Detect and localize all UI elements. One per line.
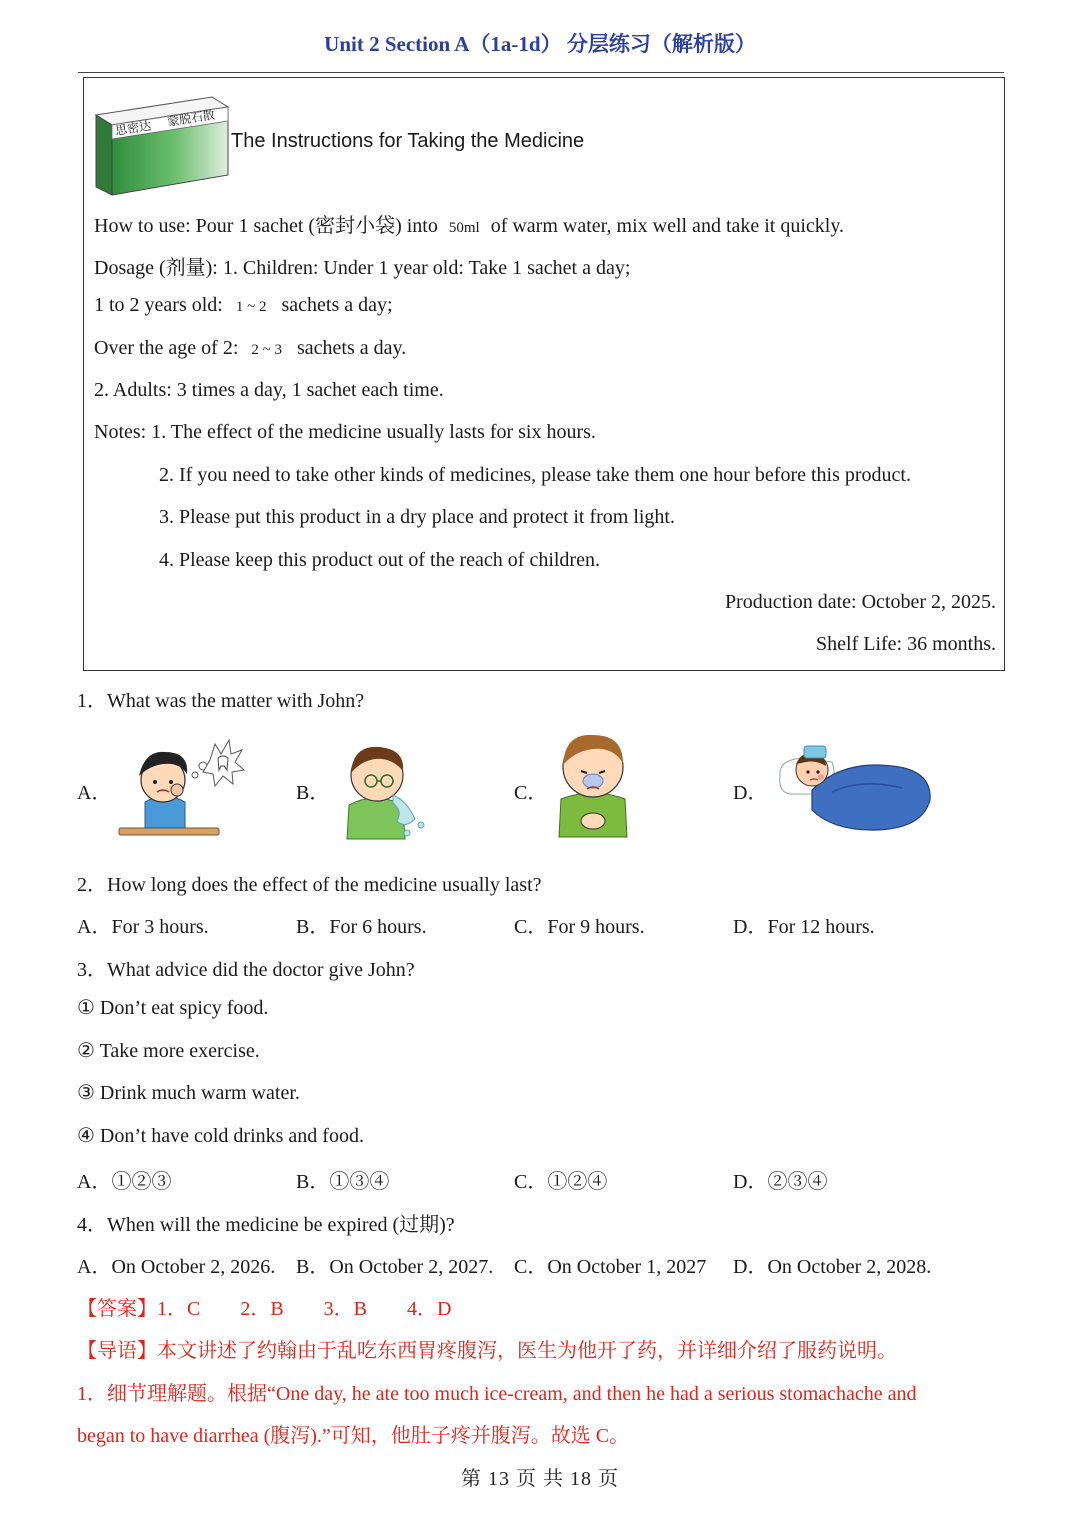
explanation-line-2: began to have diarrhea (腹泻).”可知，他肚子疼并腹泻。故选 C。 [77,1425,630,1447]
dosage-age-over-2 [94,337,406,360]
shelf-life: Shelf Life: 36 months. [816,633,996,655]
note-4: 4. Please keep this product out of the reach of children. [159,549,600,571]
q1-option-d-label: D． [733,782,768,804]
q1-option-c-label: C． [514,782,548,804]
question-2-stem: 2．How long does the effect of the medicine usually last? [77,874,542,896]
question-1-stem: 1．What was the matter with John? [77,690,365,712]
package-label-2: 蒙脱石散 [166,107,216,129]
note-1: Notes: 1. The effect of the medicine usually lasts for six hours. [94,421,596,443]
age-1-2-text-a: 1 to 2 years old: [94,294,223,316]
dosage-line: Dosage (剂量): 1. Children: Under 1 year old: Take 1 sachet a day; [94,257,631,279]
q1-option-b-label: B． [296,782,330,804]
age-1-2-amount: 1 ~ 2 [235,299,267,315]
production-date: Production date: October 2, 2025. [724,591,996,613]
answer-line: 【答案】1．C 2．B 3．B 4．D [77,1298,452,1320]
q2-option-c: C．For 9 hours. [514,916,645,938]
q1-option-a-label: A． [77,782,112,804]
q3-item-3: ③ Drink much warm water. [77,1082,300,1104]
explanation-line-1: 1．细节理解题。根据“One day, he ate too much ice-cream, and then he had a serious stomachache and [77,1383,917,1405]
how-to-use-amount: 50ml [448,220,480,236]
q3-item-2: ② Take more exercise. [77,1040,260,1062]
question-4-stem: 4．When will the medicine be expired (过期)? [77,1214,455,1236]
age-over-2-text-a: Over the age of 2: [94,337,239,359]
q4-option-b: B．On October 2, 2027. [296,1256,494,1278]
age-over-2-text-b: sachets a day. [297,337,407,359]
q3-option-d: D．②③④ [733,1171,828,1193]
toothache-boy-image [115,730,245,840]
how-to-use-text-b: of warm water, mix well and take it quickly. [490,215,845,237]
q3-item-1: ① Don’t eat spicy food. [77,997,269,1019]
how-to-use-text-a: How to use: Pour 1 sachet (密封小袋) into [94,215,438,237]
q4-option-d: D．On October 2, 2028. [733,1256,932,1278]
how-to-use-line [94,209,844,238]
instructions-title: The Instructions for Taking the Medicine [231,130,585,152]
fever-in-bed-image [772,730,934,840]
q2-option-a: A．For 3 hours. [77,916,209,938]
q3-item-4: ④ Don’t have cold drinks and food. [77,1125,364,1147]
crying-boy-image [553,727,633,839]
page-number: 第 13 页 共 18 页 [461,1468,619,1490]
q3-option-a: A．①②③ [77,1171,172,1193]
age-over-2-amount: 2 ~ 3 [251,342,283,358]
q3-option-c: C．①②④ [514,1171,608,1193]
q2-option-b: B．For 6 hours. [296,916,427,938]
note-2: 2. If you need to take other kinds of medicines, please take them one hour before this product. [159,464,911,486]
dosage-age-1-2 [94,294,393,317]
q2-option-d: D．For 12 hours. [733,916,875,938]
q4-option-a: A．On October 2, 2026. [77,1256,276,1278]
medicine-package-image [92,95,232,197]
guide-line: 【导语】本文讲述了约翰由于乱吃东西胃疼腹泻，医生为他开了药，并详细介绍了服药说明。 [77,1340,897,1362]
document-header-title: Unit 2 Section A（1a-1d） 分层练习（解析版） [324,32,756,56]
q4-option-c: C．On October 1, 2027 [514,1256,707,1278]
age-1-2-text-b: sachets a day; [281,294,393,316]
question-3-stem: 3．What advice did the doctor give John? [77,959,415,981]
dosage-adults: 2. Adults: 3 times a day, 1 sachet each time. [94,379,444,401]
note-3: 3. Please put this product in a dry place and protect it from light. [159,506,675,528]
header-rule [78,72,1004,73]
package-label-1: 思密达 [114,118,153,138]
q3-option-b: B．①③④ [296,1171,390,1193]
vomiting-boy-image [335,733,440,841]
